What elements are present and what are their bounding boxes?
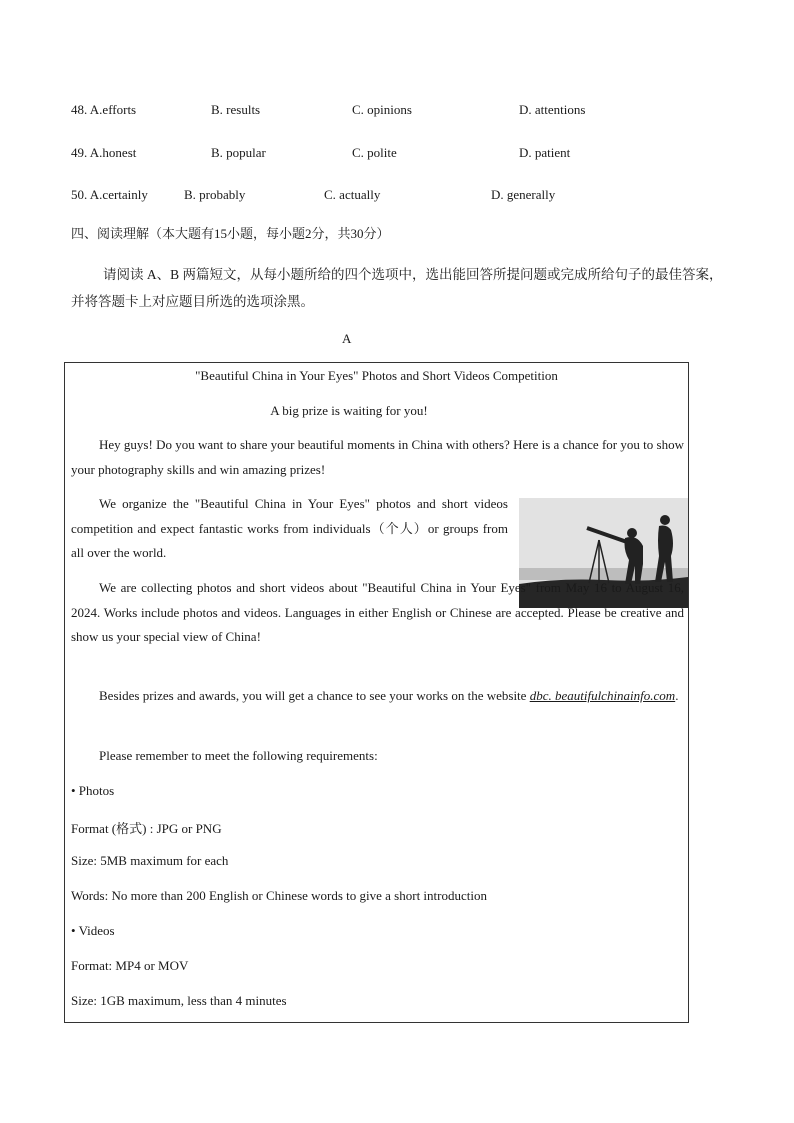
option-a: 50. A.certainly <box>71 187 148 202</box>
option-c: C. opinions <box>352 102 412 117</box>
section-title: 四、阅读理解（本大题有15小题，每小题2分，共30分） <box>71 226 390 241</box>
option-c: C. actually <box>324 187 381 202</box>
option-b: B. probably <box>184 187 246 202</box>
photos-format: Format (格式) : JPG or PNG <box>71 821 222 836</box>
question-row-49 <box>71 145 731 165</box>
question-row-48 <box>71 102 731 122</box>
passage-title: "Beautiful China in Your Eyes" Photos and Short Videos Competition <box>195 368 558 383</box>
option-b: B. results <box>211 102 261 117</box>
instructions <box>71 261 726 315</box>
paragraph-5-text: Please remember to meet the following requirements: <box>99 748 378 763</box>
option-b: B. popular <box>211 145 266 160</box>
paragraph-4-end: . <box>675 688 679 703</box>
paragraph-3 <box>71 576 684 650</box>
paragraph-3-text: We are collecting photos and short videos about "Beautiful China in Your Eyes" from May 16 to August 16, 2024. Works include photos and videos. Languages in either English or Chinese are accepted. Please be creative and show us your special view of China! <box>71 580 684 644</box>
option-a: 49. A.honest <box>71 145 137 160</box>
paragraph-4-text: Besides prizes and awards, you will get a chance to see your works on the website <box>99 688 530 703</box>
option-c: C. polite <box>352 145 397 160</box>
option-d: D. generally <box>491 187 556 202</box>
videos-size: Size: 1GB maximum, less than 4 minutes <box>71 993 287 1008</box>
videos-header: • Videos <box>71 923 115 938</box>
option-d: D. attentions <box>519 102 586 117</box>
option-d: D. patient <box>519 145 571 160</box>
instructions-text: 请阅读 A、B 两篇短文，从每小题所给的四个选项中，选出能回答所提问题或完成所给句子的最佳答案，并将答题卡上对应题目所选的选项涂黑。 <box>71 267 723 309</box>
website-link[interactable]: dbc. beautifulchinainfo.com <box>529 688 676 703</box>
paragraph-1-text: Hey guys! Do you want to share your beautiful moments in China with others? Here is a chance for you to show your photography skills and win amazing prizes! <box>71 437 684 477</box>
paragraph-1 <box>71 433 684 482</box>
passage-label: A <box>342 331 352 346</box>
passage-subtitle: A big prize is waiting for you! <box>270 403 428 418</box>
paragraph-2-text: We organize the "Beautiful China in Your Eyes" photos and short videos competition and expect fantastic works from individuals（个人）or groups from all over the world. <box>71 496 508 560</box>
question-row-50 <box>71 187 731 207</box>
videos-format: Format: MP4 or MOV <box>71 958 189 973</box>
photos-size: Size: 5MB maximum for each <box>71 853 229 868</box>
paragraph-5 <box>71 744 684 769</box>
paragraph-2 <box>71 492 508 566</box>
photos-header: • Photos <box>71 783 115 798</box>
option-a: 48. A.efforts <box>71 102 137 117</box>
photos-words: Words: No more than 200 English or Chinese words to give a short introduction <box>71 888 487 903</box>
paragraph-4 <box>71 684 684 709</box>
